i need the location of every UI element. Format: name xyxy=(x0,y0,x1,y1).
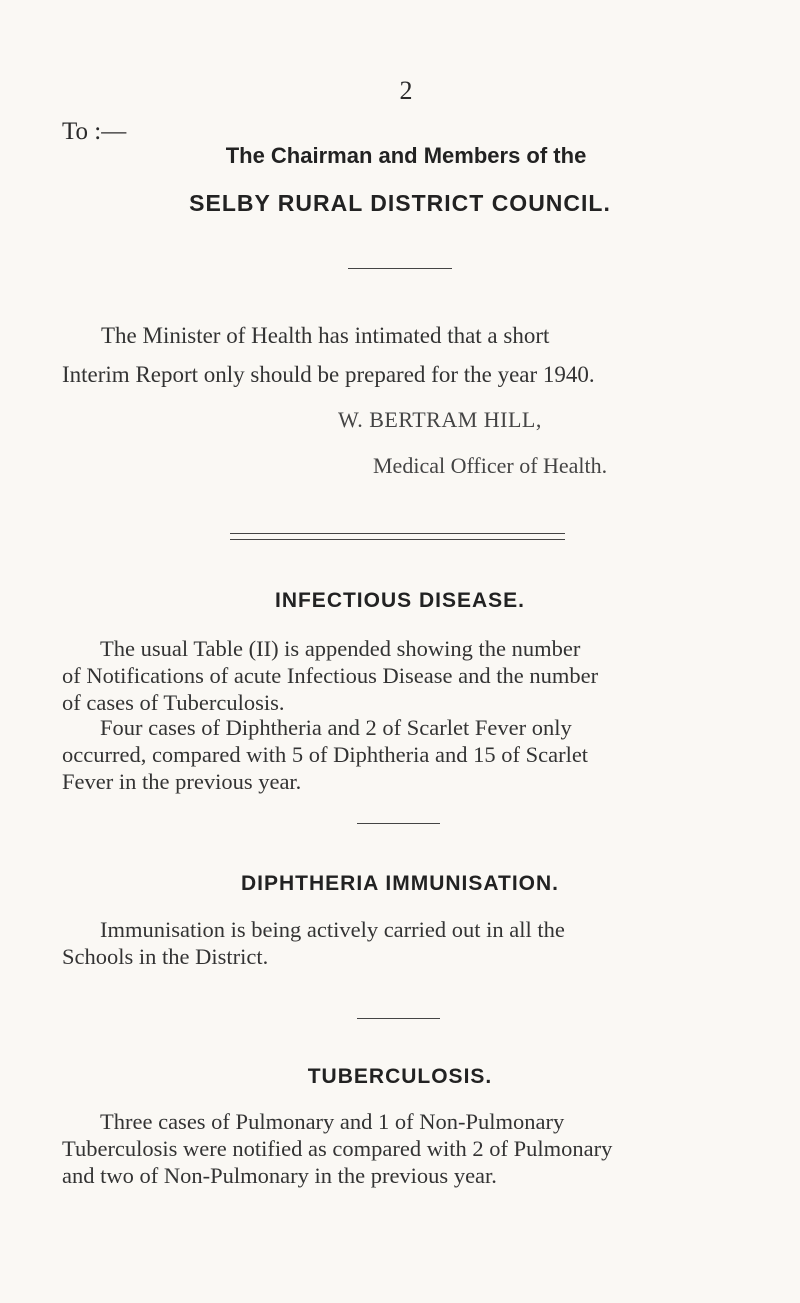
paragraph-line: Tuberculosis were notified as compared with 2 of Pulmonary xyxy=(62,1136,613,1161)
paragraph-line: Fever in the previous year. xyxy=(62,769,302,794)
paragraph-line: of Notifications of acute Infectious Disease and the number xyxy=(62,663,599,688)
intro-line-1: The Minister of Health has intimated that a short xyxy=(101,323,550,348)
intro-line-2: Interim Report only should be prepared for the year 1940. xyxy=(62,362,595,387)
signature-title: Medical Officer of Health. xyxy=(373,453,608,478)
section-paragraph xyxy=(62,714,588,795)
paragraph-line: Schools in the District. xyxy=(62,944,269,969)
to-label: To :— xyxy=(62,118,127,145)
double-rule-bottom xyxy=(230,539,565,540)
section-heading: TUBERCULOSIS. xyxy=(307,1065,493,1088)
section-heading: DIPHTHERIA IMMUNISATION. xyxy=(241,872,559,895)
divider-rule xyxy=(357,1018,440,1019)
paragraph-line: Immunisation is being actively carried out in all the xyxy=(100,917,565,942)
divider-rule xyxy=(348,268,452,269)
section-paragraph xyxy=(62,916,565,970)
section-heading: INFECTIOUS DISEASE. xyxy=(274,589,526,612)
addressee-line-1: The Chairman and Members of the xyxy=(225,143,587,168)
paragraph-line: Four cases of Diphtheria and 2 of Scarlet Fever only xyxy=(100,715,572,740)
divider-rule xyxy=(357,823,440,824)
paragraph-line: The usual Table (II) is appended showing the number xyxy=(100,636,581,661)
addressee-line-2: SELBY RURAL DISTRICT COUNCIL. xyxy=(189,190,611,216)
paragraph-line: of cases of Tuberculosis. xyxy=(62,690,285,715)
section-paragraph xyxy=(62,635,598,716)
double-rule-top xyxy=(230,533,565,534)
paragraph-line: occurred, compared with 5 of Diphtheria and 15 of Scarlet xyxy=(62,742,589,767)
section-paragraph xyxy=(62,1108,612,1189)
page-number: 2 xyxy=(399,76,413,105)
signature-name: W. BERTRAM HILL, xyxy=(338,407,542,432)
paragraph-line: Three cases of Pulmonary and 1 of Non-Pulmonary xyxy=(100,1109,565,1134)
paragraph-line: and two of Non-Pulmonary in the previous year. xyxy=(62,1163,497,1188)
